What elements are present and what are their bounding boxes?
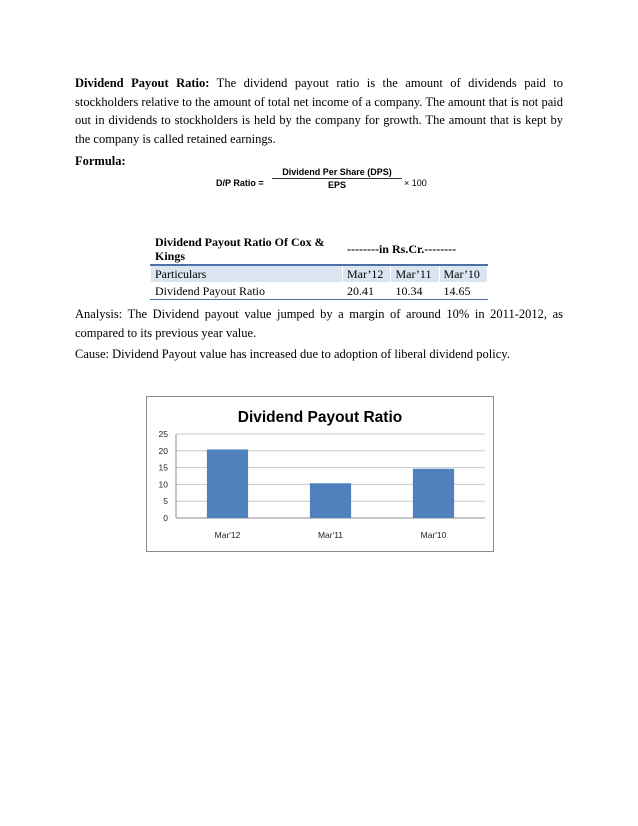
intro-paragraph — [75, 74, 563, 148]
bar-chart — [146, 396, 494, 552]
table-title-row — [151, 234, 488, 266]
chart-svg — [147, 397, 493, 551]
intro-term: Dividend Payout Ratio: — [75, 76, 210, 90]
table-header-row — [151, 265, 488, 283]
table-cell: Dividend Payout Ratio — [151, 283, 343, 300]
y-tick-label: 20 — [158, 445, 168, 456]
x-tick-label: Mar'10 — [420, 530, 447, 540]
table-cell: 10.34 — [391, 283, 439, 300]
bar — [310, 483, 351, 518]
x-tick-label: Mar'12 — [214, 530, 241, 540]
formula-label: Formula: — [75, 154, 126, 168]
table-cell: 20.41 — [343, 283, 391, 300]
formula-fraction — [272, 167, 402, 190]
dividend-table — [150, 233, 488, 300]
formula-rhs: × 100 — [404, 178, 427, 188]
table-header-cell: Mar’12 — [343, 265, 391, 283]
table-header-cell: Mar’11 — [391, 265, 439, 283]
formula-lhs: D/P Ratio = — [216, 178, 264, 188]
table-header-cell: Particulars — [151, 265, 343, 283]
cause-paragraph: Cause: Dividend Payout value has increased due to adoption of liberal dividend policy. — [75, 347, 510, 361]
chart-title: Dividend Payout Ratio — [237, 409, 403, 426]
bar — [413, 469, 454, 518]
table-cell: 14.65 — [439, 283, 488, 300]
y-tick-label: 25 — [158, 429, 168, 439]
formula-denominator: EPS — [327, 180, 346, 190]
x-tick-label: Mar'11 — [317, 530, 344, 540]
table-row — [151, 283, 488, 300]
y-tick-label: 0 — [163, 513, 168, 523]
table-unit: --------in Rs.Cr.-------- — [343, 234, 488, 266]
bar — [207, 449, 248, 518]
y-tick-label: 5 — [163, 496, 168, 507]
intro-text: The dividend payout ratio is the amount of dividends paid to stockholders relative to the amount of total net income of a company. The amount that is not paid out in dividends to stockholders is held by the company for growth. The amount that is kept by the company is called retained earnings. — [75, 76, 563, 146]
analysis-paragraph: Analysis: The Dividend payout value jumped by a margin of around 10% in 2011-2012, as compared to its previous year value. — [75, 307, 563, 340]
table-title: Dividend Payout Ratio Of Cox & Kings — [151, 234, 343, 266]
table-header-cell: Mar’10 — [439, 265, 488, 283]
y-tick-label: 15 — [158, 462, 168, 473]
y-tick-label: 10 — [158, 479, 168, 490]
formula-numerator: Dividend Per Share (DPS) — [272, 167, 402, 179]
